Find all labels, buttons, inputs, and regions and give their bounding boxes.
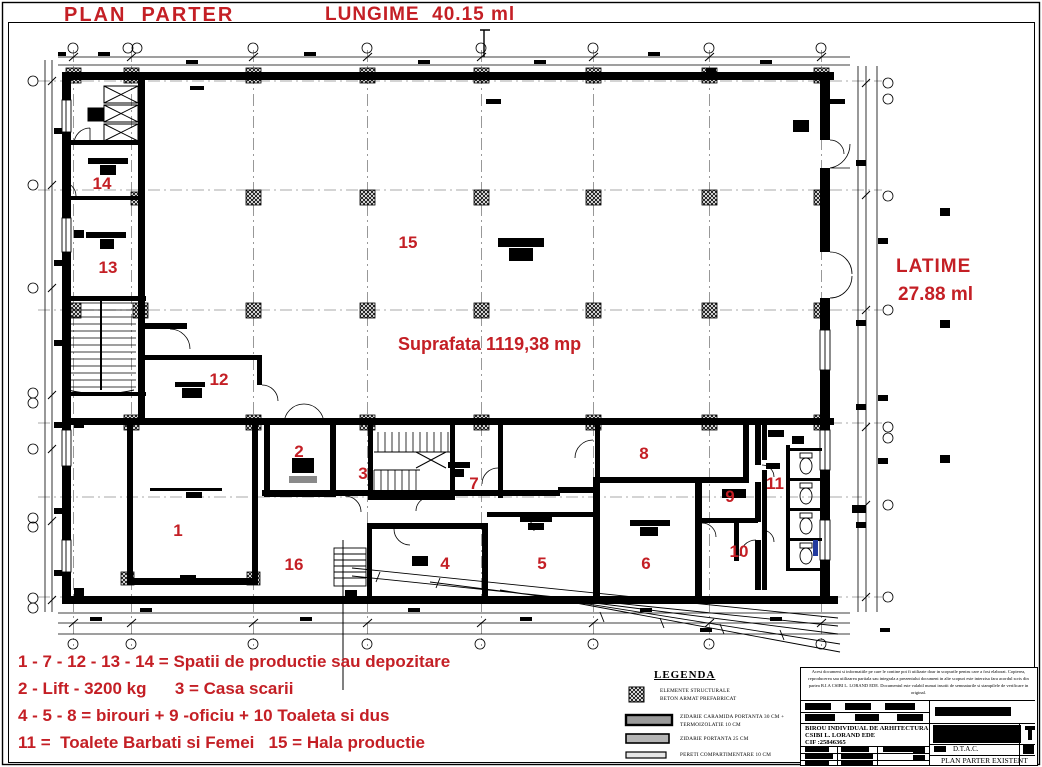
title-block bbox=[800, 667, 1038, 766]
redacted-cell bbox=[805, 761, 829, 765]
legend-partition-swatch bbox=[626, 752, 666, 758]
note-line-4: 11 = Toalete Barbati si Femei 15 = Hala productie bbox=[18, 733, 425, 752]
room-label-12: 12 bbox=[209, 370, 229, 389]
redacted-cell bbox=[841, 754, 873, 759]
redacted-scale bbox=[934, 746, 946, 752]
legend-item-1-line2: BETON ARMAT PREFABRICAT bbox=[660, 696, 737, 702]
note-line-3: 4 - 5 - 8 = birouri + 9 -oficiu + 10 Toaleta si dus bbox=[18, 706, 390, 725]
shaft-boxes bbox=[88, 86, 138, 141]
phase-label: D.T.A.C. bbox=[953, 745, 979, 753]
grid-bubbles-bottom bbox=[68, 639, 826, 649]
room-label-1: 1 bbox=[173, 521, 183, 540]
legend-hatch-swatch bbox=[629, 687, 644, 702]
legend-item-1-line1: ELEMENTE STRUCTURALE bbox=[660, 688, 730, 694]
room-label-6: 6 bbox=[641, 554, 651, 573]
redacted-cell bbox=[805, 754, 833, 759]
firm-name-line2: CSIBI L. LORAND EDE bbox=[805, 732, 876, 739]
drawing-title: PLAN PARTER EXISTENT bbox=[941, 756, 1028, 765]
note-line-1: 1 - 7 - 12 - 13 - 14 = Spatii de productie sau depozitare bbox=[18, 652, 451, 671]
redacted-field bbox=[897, 714, 923, 721]
room-label-3: 3 bbox=[358, 464, 368, 483]
redacted-cell bbox=[841, 761, 873, 765]
staircase-room3 bbox=[374, 432, 452, 496]
legend-item-2-line1: ZIDARIE CARAMIDA PORTANTA 30 CM + bbox=[680, 714, 785, 720]
redacted-field bbox=[805, 714, 835, 721]
bottom-dimension-band bbox=[58, 608, 890, 649]
blue-fixture-mark bbox=[813, 540, 818, 556]
grid-bubbles-top bbox=[68, 43, 826, 53]
redacted-cell bbox=[841, 747, 869, 752]
room-label-7: 7 bbox=[469, 474, 479, 493]
room-label-11: 11 bbox=[766, 474, 784, 493]
grid-bubbles-right bbox=[883, 78, 893, 602]
width-dimension-value: 27.88 ml bbox=[898, 284, 973, 305]
toilet-stalls bbox=[786, 445, 822, 571]
legend-item-3-line1: ZIDARIE PORTANTA 25 CM bbox=[680, 736, 749, 742]
room-label-9: 9 bbox=[725, 487, 735, 506]
grid-bubbles-left bbox=[28, 76, 38, 613]
redacted-cell bbox=[913, 747, 925, 753]
room-label-16: 16 bbox=[284, 555, 304, 574]
legend-wall25-swatch bbox=[626, 734, 669, 743]
stamp-mark bbox=[1028, 730, 1032, 740]
room-label-5: 5 bbox=[537, 554, 547, 573]
room-label-14: 14 bbox=[92, 174, 112, 193]
firm-name-line1: BIROU INDIVIDUAL DE ARHITECTURA bbox=[805, 725, 929, 732]
room-label-2: 2 bbox=[294, 442, 304, 461]
redacted-cell bbox=[805, 747, 829, 752]
room-label-10: 10 bbox=[729, 542, 749, 561]
redacted-project-name bbox=[933, 725, 1021, 743]
firm-cif: CIF :25846365 bbox=[805, 739, 846, 746]
redacted-cell bbox=[883, 747, 913, 752]
legend-item-2-line2: TERMOIZOLATIE 10 CM bbox=[680, 722, 741, 728]
length-dimension-label: LUNGIME 40.15 ml bbox=[325, 4, 516, 25]
redacted-field bbox=[885, 703, 915, 710]
legend-item-4-line1: PERETI COMPARTIMENTARE 10 CM bbox=[680, 752, 772, 758]
room-label-13: 13 bbox=[98, 258, 118, 277]
room-label-15: 15 bbox=[398, 233, 418, 252]
legend-title: LEGENDA bbox=[654, 669, 716, 681]
note-line-2: 2 - Lift - 3200 kg 3 = Casa scarii bbox=[18, 679, 294, 698]
stamp-square bbox=[1023, 745, 1034, 754]
redacted-cell bbox=[913, 755, 925, 761]
redacted-field bbox=[855, 714, 879, 721]
area-label: Suprafata 1119,38 mp bbox=[398, 334, 582, 354]
page-frame bbox=[3, 3, 1040, 765]
redacted-field bbox=[805, 703, 831, 710]
plan-title: PLAN PARTER bbox=[64, 4, 235, 26]
redacted-field bbox=[935, 707, 1011, 716]
top-dimension-band bbox=[58, 30, 850, 72]
redacted-field bbox=[845, 703, 871, 710]
right-dimension-band bbox=[852, 66, 950, 612]
width-dimension-title: LATIME bbox=[896, 256, 972, 277]
legend-wall30-swatch bbox=[626, 715, 672, 725]
title-block-disclaimer: Acest document si informatiile pe care le contine pot fi utilizate doar in scopurile pentru care a fost elaborat. Copierea, reproducerea sau utilizarea partiala sau integrala a prezentului document in alte scopuri este interzisa fara acordul scris din partea B.I.A CSIBI L. LORAND EDE. Documentul este valabil numai insotit de semnaturile si stampilele de verificare in original. bbox=[808, 669, 1029, 695]
room-label-8: 8 bbox=[639, 444, 649, 463]
room-label-4: 4 bbox=[440, 554, 450, 573]
